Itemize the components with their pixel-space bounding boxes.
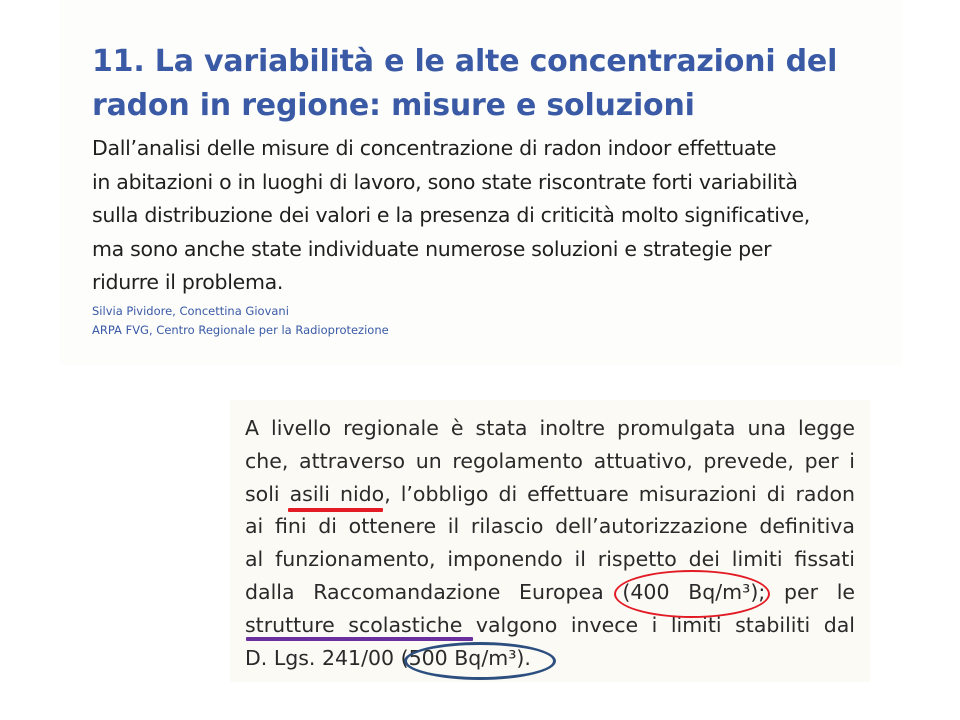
article-lead-paragraph — [92, 132, 882, 300]
excerpt-line: soli asili nido, l’obbligo di effettuare misurazioni di radon — [245, 481, 855, 506]
excerpt-line: D. Lgs. 241/00 (500 Bq/m³). — [245, 645, 531, 670]
excerpt-line: strutture scolastiche valgono invece i limiti stabiliti dal — [245, 612, 855, 637]
article-affiliation: ARPA FVG, Centro Regionale per la Radioprotezione — [92, 323, 389, 337]
excerpt-line: che, attraverso un regolamento attuativo, prevede, per i — [245, 448, 855, 473]
article-title: 11. La variabilità e le alte concentrazioni del radon in regione: misure e soluzioni — [92, 44, 838, 123]
lead-line: ma sono anche state individuate numerose soluzioni e strategie per — [92, 236, 772, 261]
excerpt-line: al funzionamento, imponendo il rispetto dei limiti fissati — [245, 547, 855, 572]
excerpt-line: dalla Raccomandazione Europea (400 Bq/m³); per le — [245, 579, 855, 604]
lead-line: in abitazioni o in luoghi di lavoro, sono state riscontrate forti variabilità — [92, 169, 798, 194]
law-excerpt-paragraph — [245, 412, 855, 674]
400-bq-red-ellipse-highlight — [614, 570, 770, 618]
excerpt-line: ai fini di ottenere il rilascio dell’autorizzazione definitiva — [245, 514, 855, 539]
lead-line: Dall’analisi delle misure di concentrazione di radon indoor effettuate — [92, 136, 777, 160]
asili-nido-red-underline — [288, 508, 383, 512]
excerpt-line: A livello regionale è stata inoltre promulgata una legge — [245, 416, 855, 440]
lead-line: ridurre il problema. — [92, 270, 284, 294]
article-authors: Silvia Pividore, Concettina Giovani — [92, 304, 289, 318]
500-bq-blue-ellipse-highlight — [404, 642, 556, 680]
strutture-scolastiche-purple-underline — [246, 637, 473, 641]
lead-line: sulla distribuzione dei valori e la presenza di criticità molto significative, — [92, 203, 811, 227]
